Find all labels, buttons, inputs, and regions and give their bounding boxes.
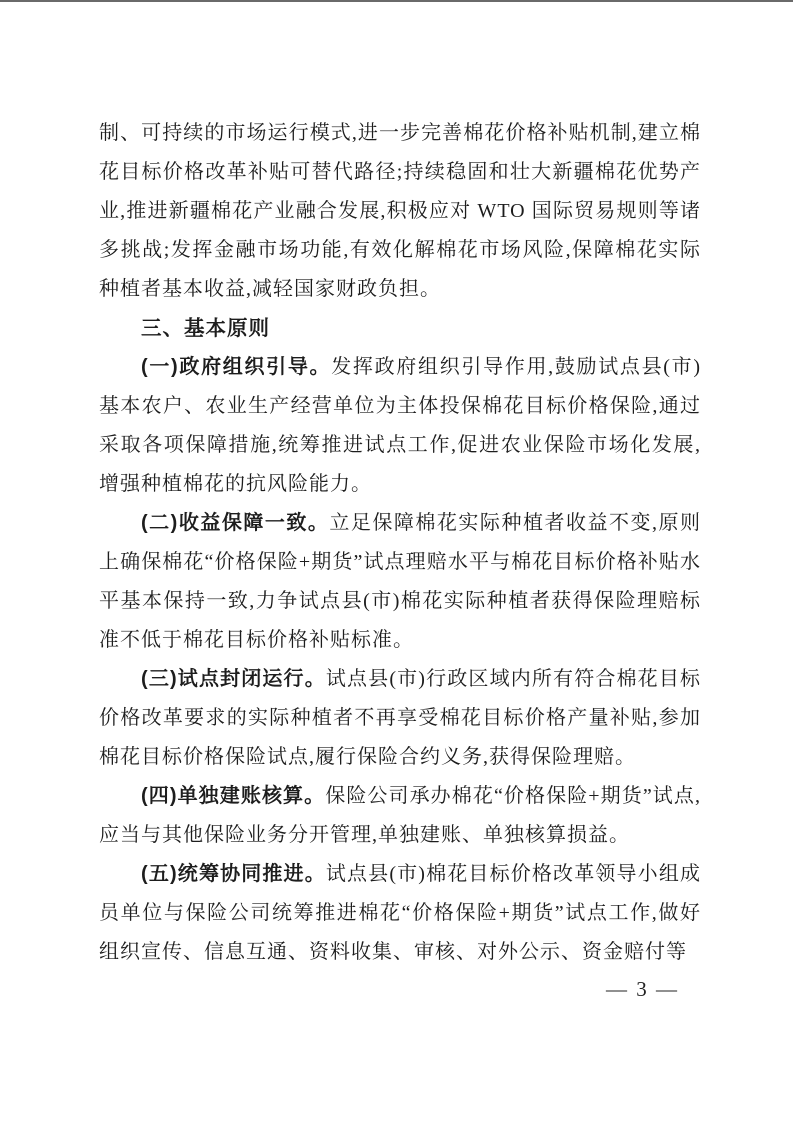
continuation-paragraph: 制、可持续的市场运行模式,进一步完善棉花价格补贴机制,建立棉花目标价格改革补贴可替代路径;持续稳固和壮大新疆棉花优势产业,推进新疆棉花产业融合发展,积极应对 WTO 国际贸易规则等诸多挑战;发挥金融市场功能,有效化解棉花市场风险,保障棉花实际种植者基本收益,减轻国家财政负担。 bbox=[99, 122, 701, 300]
principle-paragraph-3 bbox=[99, 660, 701, 777]
principle-5-lead: (五)统筹协同推进。 bbox=[141, 863, 326, 885]
principle-3-lead: (三)试点封闭运行。 bbox=[141, 668, 326, 690]
section-heading: 三、基本原则 bbox=[141, 317, 270, 340]
principle-4-lead: (四)单独建账核算。 bbox=[141, 785, 326, 807]
principle-2-body: 立足保障棉花实际种植者收益不变,原则上确保棉花“价格保险+期货”试点理赔水平与棉花目标价格补贴水平基本保持一致,力争试点县(市)棉花实际种植者获得保险理赔标准不低于棉花目标价格补贴标准。 bbox=[99, 512, 701, 651]
principle-1-lead: (一)政府组织引导。 bbox=[141, 356, 332, 378]
principle-3-body: 试点县(市)行政区域内所有符合棉花目标价格改革要求的实际种植者不再享受棉花目标价格产量补贴,参加棉花目标价格保险试点,履行保险合约义务,获得保险理赔。 bbox=[99, 668, 701, 768]
principle-paragraph-5 bbox=[99, 855, 701, 972]
principle-2-lead: (二)收益保障一致。 bbox=[141, 512, 330, 534]
document-body bbox=[99, 114, 701, 1004]
principle-paragraph-4 bbox=[99, 777, 701, 855]
scan-edge-line bbox=[0, 0, 793, 2]
principle-5-body: 试点县(市)棉花目标价格改革领导小组成员单位与保险公司统筹推进棉花“价格保险+期货”试点工作,做好组织宣传、信息互通、资料收集、审核、对外公示、资金赔付等 bbox=[99, 863, 701, 963]
principle-paragraph-1 bbox=[99, 348, 701, 504]
principle-paragraph-2 bbox=[99, 504, 701, 660]
principle-4-body: 保险公司承办棉花“价格保险+期货”试点,应当与其他保险业务分开管理,单独建账、单独核算损益。 bbox=[99, 785, 701, 846]
principle-1-body: 发挥政府组织引导作用,鼓励试点县(市)基本农户、农业生产经营单位为主体投保棉花目标价格保险,通过采取各项保障措施,统筹推进试点工作,促进农业保险市场化发展,增强种植棉花的抗风险能力。 bbox=[99, 356, 701, 495]
page-number: — 3 — bbox=[606, 977, 679, 1001]
page-footer bbox=[99, 974, 701, 1004]
